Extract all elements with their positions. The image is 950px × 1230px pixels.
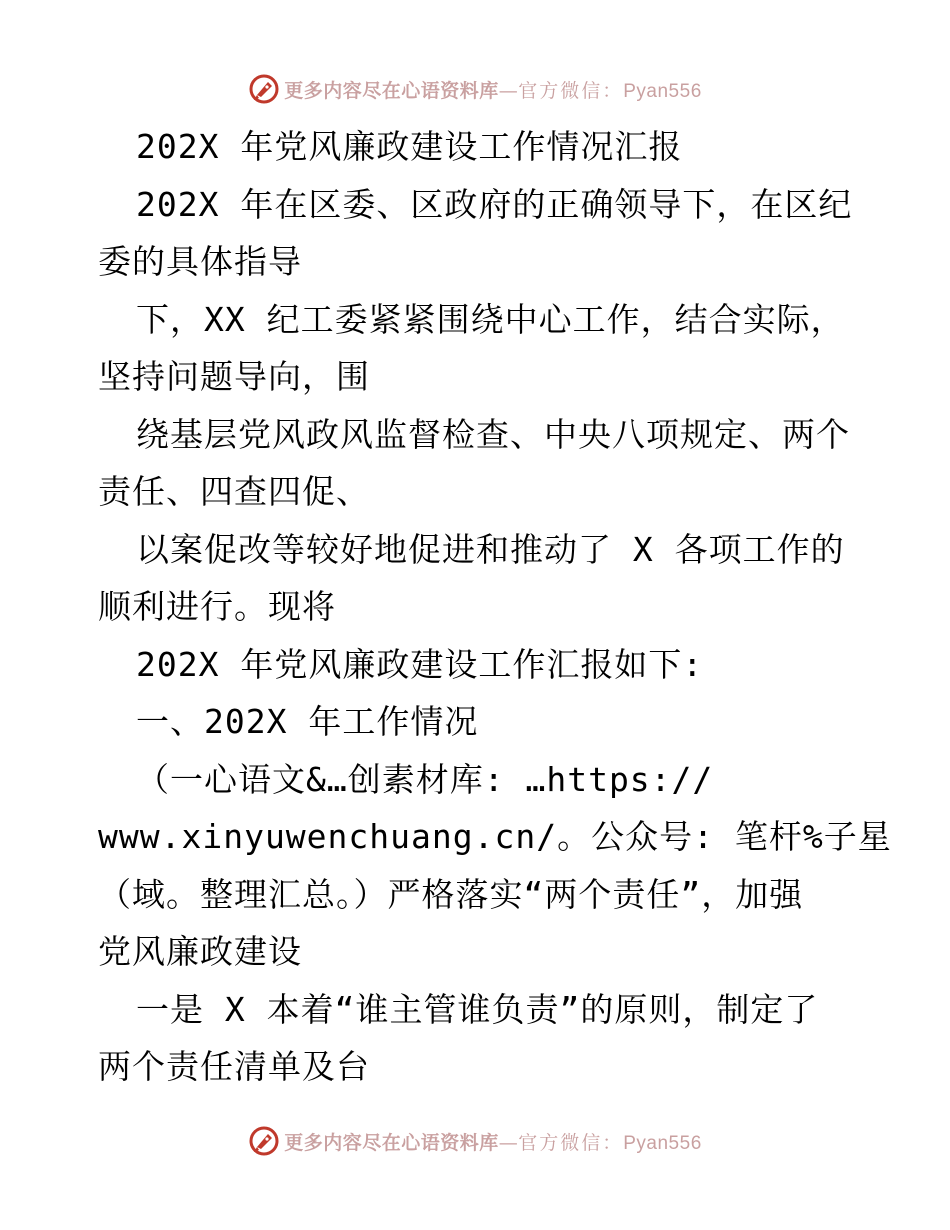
watermark-id: Pyan556	[623, 1132, 702, 1154]
watermark-inner	[248, 1124, 702, 1158]
watermark-footer	[0, 1124, 950, 1158]
body-line: 一、202X 年工作情况	[136, 702, 479, 741]
body-line: （一心语文&…创素材库: …https://	[136, 759, 714, 799]
watermark-id: Pyan556	[623, 80, 702, 102]
body-line: 一是 X 本着“谁主管谁负责”的原则，制定了	[136, 989, 819, 1029]
body-line: 下，XX 纪工委紧紧围绕中心工作，结合实际，	[136, 299, 845, 339]
watermark-dash: —	[498, 1131, 519, 1154]
body-line: 责任、四查四促、	[98, 472, 370, 511]
body-line: （域。整理汇总。）严格落实“两个责任”，加强	[98, 874, 804, 914]
watermark-text	[284, 1128, 702, 1155]
body-line: 202X 年在区委、区政府的正确领导下，在区纪	[136, 184, 853, 224]
watermark-main: 更多内容尽在心语资料库	[284, 79, 499, 102]
body-line: www.xinyuwenchuang.cn/。公众号: 笔杆%子星	[98, 817, 892, 856]
body-line: 顺利进行。现将	[98, 587, 336, 626]
watermark-inner	[248, 72, 702, 106]
body-line: 202X 年党风廉政建设工作情况汇报	[136, 127, 683, 166]
pen-nib-logo-icon	[248, 73, 280, 105]
watermark-wechat: 官方微信：	[518, 1131, 624, 1154]
body-line: 绕基层党风政风监督检查、中央八项规定、两个	[136, 414, 850, 454]
body-line: 坚持问题导向，围	[98, 357, 370, 396]
watermark-main: 更多内容尽在心语资料库	[284, 1131, 499, 1154]
watermark-wechat: 官方微信：	[518, 79, 624, 102]
body-line: 党风廉政建设	[98, 932, 302, 971]
watermark-dash: —	[498, 79, 519, 102]
pen-nib-logo-icon	[248, 1125, 280, 1157]
body-line: 以案促改等较好地促进和推动了 X 各项工作的	[136, 529, 845, 569]
watermark-text	[284, 76, 702, 103]
document-body	[98, 118, 892, 1096]
watermark-header	[0, 72, 950, 106]
body-line: 委的具体指导	[98, 242, 302, 281]
body-line: 两个责任清单及台	[98, 1047, 370, 1086]
body-line: 202X 年党风廉政建设工作汇报如下:	[136, 644, 704, 684]
